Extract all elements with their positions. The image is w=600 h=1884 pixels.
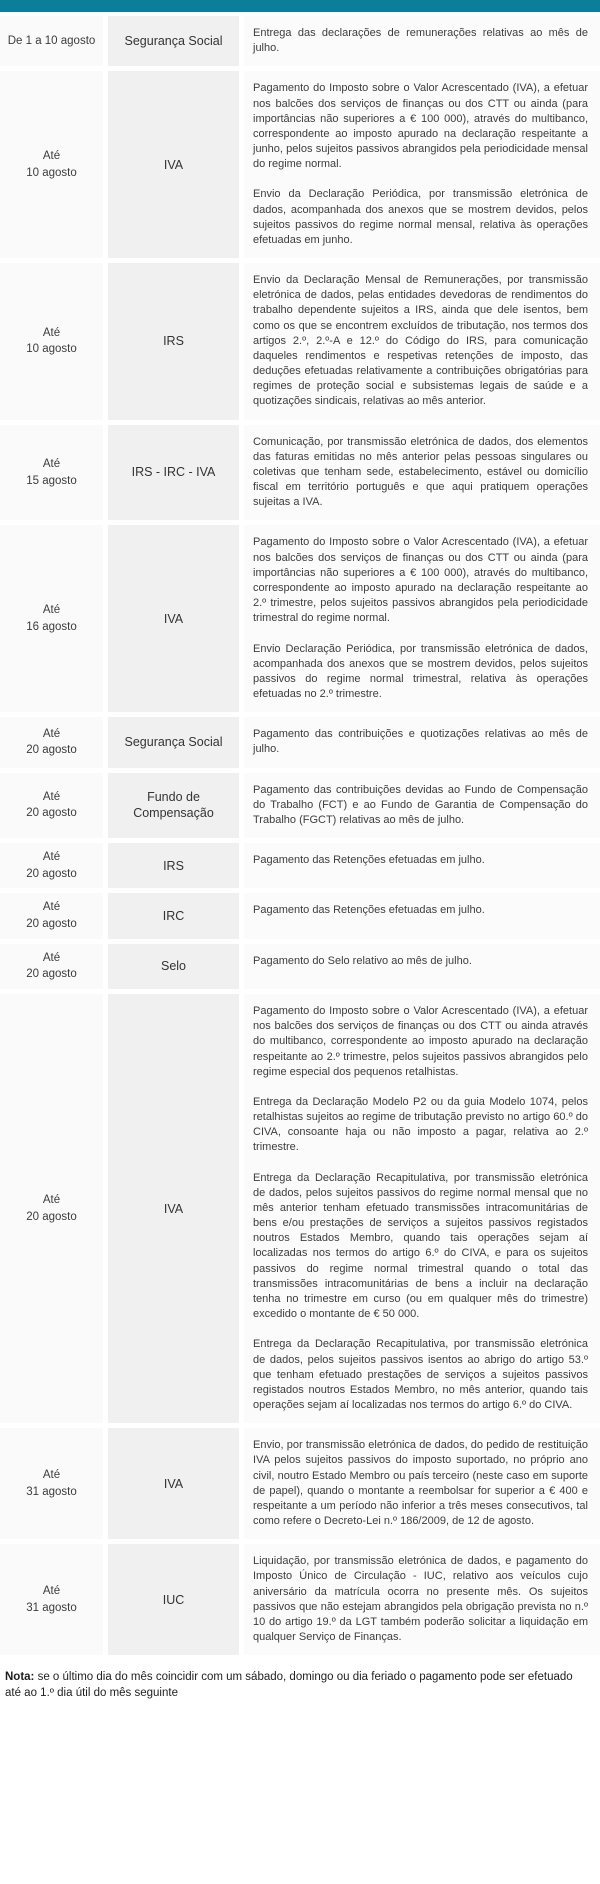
deadline-cell xyxy=(0,843,103,888)
deadline-cell xyxy=(0,773,103,839)
description-paragraph: Entrega das declarações de remunerações relativas ao mês de julho. xyxy=(253,27,588,55)
deadline-text: Até xyxy=(42,150,61,163)
deadline-cell xyxy=(0,893,103,938)
deadline-text: 20 agosto xyxy=(26,744,77,757)
table-row xyxy=(0,263,600,420)
description-cell xyxy=(244,893,600,938)
table-row xyxy=(0,16,600,66)
tax-category-label: IUC xyxy=(162,1592,185,1607)
deadline-text: 16 agosto xyxy=(26,620,77,633)
tax-category-label: Selo xyxy=(160,959,187,974)
deadline-text: Até xyxy=(42,1469,61,1482)
deadline-cell xyxy=(0,717,103,767)
tax-category-cell xyxy=(108,525,239,712)
footer-note xyxy=(0,1661,600,1711)
description-cell xyxy=(244,16,600,66)
deadline-cell xyxy=(0,944,103,989)
tax-category-label: IRC xyxy=(162,908,185,923)
tax-category-label: IVA xyxy=(163,611,184,626)
tax-category-cell xyxy=(108,773,239,839)
deadline-text: 20 agosto xyxy=(26,1210,77,1223)
deadline-cell xyxy=(0,16,103,66)
table-row xyxy=(0,893,600,938)
tax-category-cell xyxy=(108,263,239,420)
tax-category-cell xyxy=(108,717,239,767)
deadline-text: Até xyxy=(42,951,61,964)
tax-category-label: IVA xyxy=(163,1201,184,1216)
description-cell xyxy=(244,525,600,712)
deadline-text: Até xyxy=(42,1585,61,1598)
description-paragraph: Envio da Declaração Periódica, por transmissão eletrónica de dados, acompanhada dos anexos que se mostrem devidos, pelos sujeitos passivos do regime normal mensal, relativa às operações efetuadas em junho. xyxy=(253,188,588,246)
description-paragraph: Entrega da Declaração Recapitulativa, por transmissão eletrónica de dados, pelos sujeitos passivos do regime normal mensal que no mês anterior tenham efetuado transmissões intracomunitárias de bens e/ou prestações de serviços a sujeitos passivos registados noutros Estados Membro, quando tais operações sejam aí localizadas nos termos do artigo 6.º do CIVA, e para os sujeitos passivos do regime normal trimestral quando o total das transmissões intracomunitárias de bens a incluir na declaração tenha no trimestre em curso (ou em qualquer mês do trimestre) excedido o montante de € 50 000. xyxy=(253,1171,588,1321)
description-cell xyxy=(244,843,600,888)
deadline-text: Até xyxy=(42,790,61,803)
deadline-text: Até xyxy=(42,457,61,470)
description-paragraph: Envio da Declaração Mensal de Remunerações, por transmissão eletrónica de dados, pelas entidades devedoras de rendimentos do trabalho dependente sujeitos a IRS, ainda que dele isentos, bem como os que se encontrem excluídos de tributação, nos termos dos artigos 2.º, 2.º-A e 12.º do Código do IRS, para comunicação daqueles rendimentos e respetivas retenções de imposto, das deduções efetuadas relativamente a contribuições obrigatórias para regimes de proteção social e subsistemas legais de saúde e a quotizações sindicais, relativas ao mês anterior. xyxy=(253,274,588,408)
description-cell xyxy=(244,1428,600,1539)
description-paragraph: Entrega da Declaração Recapitulativa, por transmissão eletrónica de dados, pelos sujeitos passivos isentos ao abrigo do artigo 53.º que tenham efetuado prestações de serviços a sujeitos passivos registados noutros Estados Membro, no mês anterior, quando tais operações sejam aí localizadas nos termos do artigo 6.º do CIVA. xyxy=(253,1338,588,1412)
footer-note-label: Nota: xyxy=(5,1671,35,1684)
deadline-text: 31 agosto xyxy=(26,1601,77,1614)
description-paragraph: Pagamento das contribuições devidas ao Fundo de Compensação do Trabalho (FCT) e ao Fundo de Garantia de Compensação do Trabalho (FGCT) relativas ao mês de julho. xyxy=(253,783,588,826)
deadline-cell xyxy=(0,994,103,1423)
description-cell xyxy=(244,944,600,989)
table-row xyxy=(0,944,600,989)
deadline-text: Até xyxy=(42,901,61,914)
deadline-cell xyxy=(0,1428,103,1539)
footer-note-text: se o último dia do mês coincidir com um sábado, domingo ou dia feriado o pagamento pode ser efetuado até ao 1.º dia útil do mês seguinte xyxy=(5,1671,573,1700)
header-accent-bar xyxy=(0,0,600,12)
deadline-text: Até xyxy=(42,1193,61,1206)
description-cell xyxy=(244,773,600,839)
deadline-text: Até xyxy=(42,851,61,864)
tax-category-cell xyxy=(108,425,239,521)
tax-category-label: IRS xyxy=(163,858,184,873)
description-cell xyxy=(244,994,600,1423)
tax-category-cell xyxy=(108,893,239,938)
description-paragraph: Envio Declaração Periódica, por transmissão eletrónica de dados, acompanhada dos anexos que se mostrem devidos, pelos sujeitos passivos do regime normal trimestral, relativa às operações efetuadas no 2.º trimestre. xyxy=(253,642,588,701)
table-row xyxy=(0,843,600,888)
description-cell xyxy=(244,717,600,767)
deadline-text: 20 agosto xyxy=(26,807,77,820)
description-cell xyxy=(244,425,600,521)
tax-category-cell xyxy=(108,71,239,258)
tax-category-cell xyxy=(108,16,239,66)
description-paragraph: Liquidação, por transmissão eletrónica de dados, e pagamento do Imposto Único de Circulação - IUC, relativo aos veículos cujo aniversário da matrícula ocorra no presente mês. Os sujeitos passivos que não estejam abrangidos pela obrigação prevista no n.º 10 do artigo 19.º da LGT também poderão solicitar a liquidação em qualquer Serviço de Finanças. xyxy=(253,1555,588,1644)
tax-category-label: IVA xyxy=(163,1476,184,1491)
table-row xyxy=(0,525,600,712)
description-paragraph: Pagamento do Imposto sobre o Valor Acrescentado (IVA), a efetuar nos balcões dos serviços de finanças ou dos CTT ou ainda através do multibanco, correspondente ao imposto apurado na declaração respeitante ao 2.º trimestre, pelos sujeitos passivos abrangidos pelo regime especial dos pequenos retalhistas. xyxy=(253,1005,588,1078)
deadline-text: Até xyxy=(42,326,61,339)
tax-category-cell xyxy=(108,944,239,989)
deadline-cell xyxy=(0,525,103,712)
deadline-text: Até xyxy=(42,604,61,617)
description-paragraph: Pagamento do Imposto sobre o Valor Acrescentado (IVA), a efetuar nos balcões dos serviços de finanças ou dos CTT ou ainda (para importâncias não superiores a € 100 000), através do multibanco, correspondente ao imposto apurado na declaração respeitante a junho, pelos sujeitos passivos abrangidos pela periodicidade mensal do regime normal. xyxy=(253,82,588,171)
tax-category-cell xyxy=(108,1428,239,1539)
deadline-cell xyxy=(0,425,103,521)
tax-category-label: Segurança Social xyxy=(124,34,223,49)
description-paragraph: Pagamento das contribuições e quotizações relativas ao mês de julho. xyxy=(253,728,588,756)
deadline-cell xyxy=(0,263,103,420)
tax-category-label: IRS xyxy=(163,334,184,349)
tax-category-cell xyxy=(108,994,239,1423)
deadline-text: Até xyxy=(42,727,61,740)
description-cell xyxy=(244,1544,600,1655)
tax-calendar-table xyxy=(0,12,600,1661)
description-paragraph: Envio, por transmissão eletrónica de dados, do pedido de restituição IVA pelos sujeitos passivos do imposto suportado, no próprio ano civil, noutro Estado Membro ou país terceiro (neste caso em suporte de papel), quando o montante a reembolsar for superior a € 400 e respeitante a um período não inferior a três meses consecutivos, tal como refere o Decreto-Lei n.º 186/2009, de 12 de agosto. xyxy=(253,1439,588,1528)
table-row xyxy=(0,1428,600,1539)
deadline-cell xyxy=(0,71,103,258)
description-paragraph: Pagamento do Imposto sobre o Valor Acrescentado (IVA), a efetuar nos balcões dos serviços de finanças ou dos CTT ou ainda (para importâncias não superiores a € 100 000), através do multibanco, correspondente ao imposto apurado na declaração respeitante ao 2.º trimestre, pelos sujeitos passivos abrangidos pela periodicidade trimestral do regime normal. xyxy=(253,536,588,625)
deadline-text: 10 agosto xyxy=(26,166,77,179)
description-paragraph: Pagamento das Retenções efetuadas em julho. xyxy=(253,904,485,917)
deadline-cell xyxy=(0,1544,103,1655)
description-paragraph: Entrega da Declaração Modelo P2 ou da guia Modelo 1074, pelos retalhistas sujeitos ao regime de tributação previsto no artigo 60.º do CIVA, consoante haja ou não imposto a pagar, relativa ao 2.º trimestre. xyxy=(253,1095,588,1154)
deadline-text: 20 agosto xyxy=(26,867,77,880)
table-row xyxy=(0,717,600,767)
description-paragraph: Comunicação, por transmissão eletrónica de dados, dos elementos das faturas emitidas no mês anterior pelas pessoas singulares ou coletivas que tenham sede, estabelecimento, estável ou domicílio fiscal em território português e que aqui pratiquem operações sujeitas a IVA. xyxy=(253,435,588,509)
tax-category-label: IVA xyxy=(163,157,184,172)
tax-category-cell xyxy=(108,843,239,888)
description-cell xyxy=(244,71,600,258)
tax-category-label: Fundo de Compensação xyxy=(133,790,214,821)
deadline-text: 31 agosto xyxy=(26,1485,77,1498)
description-paragraph: Pagamento do Selo relativo ao mês de julho. xyxy=(253,954,472,967)
description-paragraph: Pagamento das Retenções efetuadas em julho. xyxy=(253,854,485,867)
deadline-text: 15 agosto xyxy=(26,474,77,487)
tax-category-label: Segurança Social xyxy=(124,735,223,750)
table-row xyxy=(0,994,600,1423)
deadline-text: 10 agosto xyxy=(26,343,77,356)
table-row xyxy=(0,1544,600,1655)
description-cell xyxy=(244,263,600,420)
deadline-text: 20 agosto xyxy=(26,918,77,931)
table-row xyxy=(0,71,600,258)
table-row xyxy=(0,773,600,839)
deadline-text: De 1 a 10 agosto xyxy=(7,34,96,47)
table-row xyxy=(0,425,600,521)
tax-category-cell xyxy=(108,1544,239,1655)
deadline-text: 20 agosto xyxy=(26,968,77,981)
tax-category-label: IRS - IRC - IVA xyxy=(131,465,216,480)
